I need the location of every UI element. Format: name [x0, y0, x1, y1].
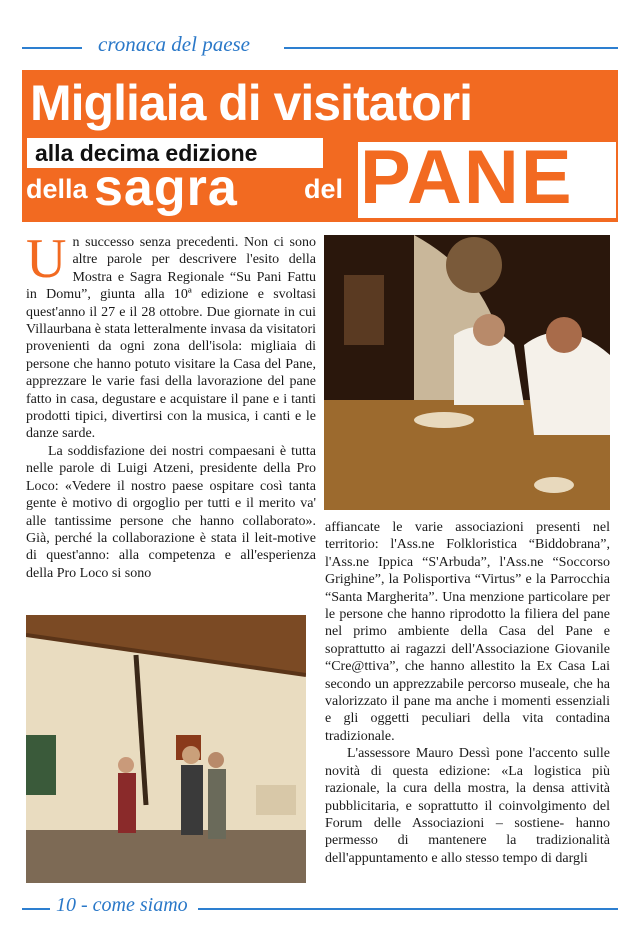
footer-page-label: 10 - come siamo — [56, 894, 188, 916]
title-banner — [22, 70, 618, 222]
paragraph-2: La soddisfazione dei nostri compaesani è tutta nelle parole di Luigi Atzeni, presidente della Pro Loco: «Vedere il nostro paese ospitare così tanta gente è motivo di orgoglio per tutti e il merito va' alle tantissime persone che hanno collaborato». Già, perché la collaborazione è stata il leit-motive di quest'anno: alla competenza e all'esperienza della Pro Loco si sono — [26, 443, 316, 581]
headline-word-sagra: sagra — [94, 159, 238, 217]
header-rule-right — [284, 47, 618, 49]
article-column-left — [26, 228, 316, 582]
section-name: cronaca del paese — [98, 32, 251, 56]
photo-exhibition-room-image — [26, 615, 306, 883]
paragraph-intro — [26, 228, 316, 443]
headline-word-pane: PANE — [360, 135, 574, 220]
paragraph-1-text: n successo senza precedenti. Non ci sono altre parole per descrivere l'esito della Mostra e Sagra Regionale “Su Pani Fattu in Domu”, giunta alla 10ª edizione e svoltasi quest'anno il 27 e il 28 ottobre. Due giornate in cui Villaurbana è stata letteralmente invasa da visitatori provenienti da ogni zona dell'isola: migliaia di persone che hanno potuto visitare la Casa del Pane, apprezzare le varie fasi della lavorazione del pane fatto in casa, degustare e acquistare il pane e i tanti prodotti tipici, divertirsi con la musica, i canti e le danze sarde. — [26, 235, 316, 442]
headline-pane-box — [358, 135, 616, 220]
photo-bread-making-image — [324, 235, 610, 510]
footer-rule-left — [22, 908, 50, 910]
headline-word-del: del — [304, 174, 344, 204]
headline: Migliaia di visitatori — [30, 75, 472, 131]
photo-exhibition-room — [26, 615, 306, 883]
header-rule-left — [22, 47, 82, 49]
article-column-right — [325, 519, 610, 867]
paragraph-4: L'assessore Mauro Dessì pone l'accento sulle novità di questa edizione: «La logistica più razionale, la cura della mostra, la densa attività pubblicitaria, e soprattutto il coinvolgimento del Forum delle Associazioni – sostiene- hanno permesso di mantenere la tradizionalità dell'appuntamento e allo stesso tempo di dargli — [325, 746, 610, 866]
page-footer — [22, 896, 618, 920]
drop-cap: U — [26, 228, 67, 290]
footer-rule-right — [198, 908, 618, 910]
subheadline: alla decima edizione — [35, 140, 258, 166]
headline-word-della: della — [26, 174, 88, 204]
section-header — [22, 34, 618, 58]
paragraph-3: affiancate le varie associazioni presenti nel territorio: l'Ass.ne Folkloristica “Biddobrana”, l'Ass.ne Ippica “S'Arbuda”, l'Ass.ne “Soccorso Grighine”, la Polisportiva “Virtus” e la Parrocchia “Santa Margherita”. Una menzione particolare per le persone che hanno riprodotto la filiera del pane nel primo ambiente della Casa del Pane e soprattutto ai ragazzi dell'Associazione Giovanile “Cre@ttiva”, che hanno allestito la Ex Casa Lai secondo un apprezzabile percorso museale, che ha valorizzato il pane ma anche i momenti essenziali e gli oggetti peculiari della vita contadina tradizionale. — [325, 520, 610, 744]
photo-bread-making — [324, 235, 610, 510]
